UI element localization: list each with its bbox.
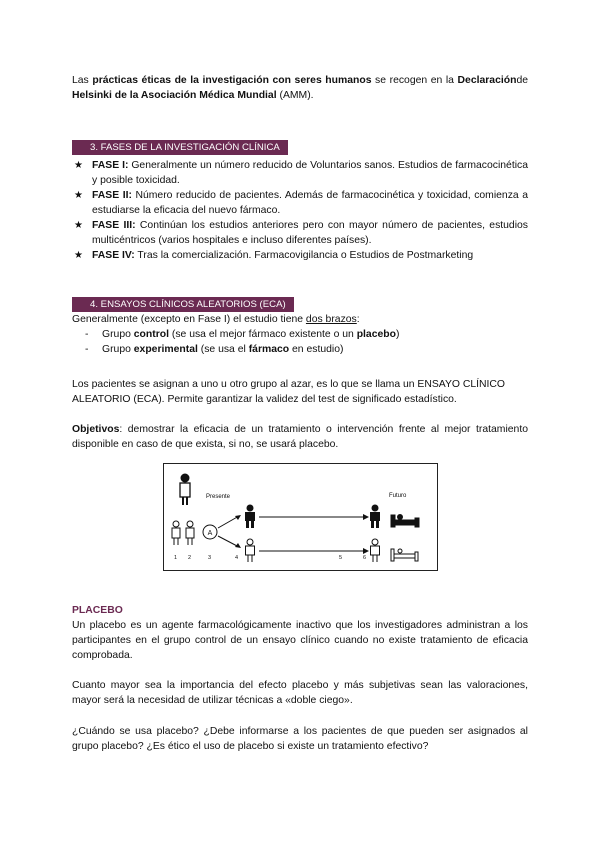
objectives-paragraph <box>72 422 528 452</box>
arms-list <box>82 327 528 357</box>
star-icon: ★ <box>74 250 83 261</box>
section-3-heading: 3. FASES DE LA INVESTIGACIÓN CLÍNICA <box>72 140 288 155</box>
future-label: Futuro <box>389 493 407 499</box>
phase-text: Tras la comercialización. Farmacovigilancia o Estudios de Postmarketing <box>134 250 474 261</box>
diagram-number: 5 <box>339 555 343 561</box>
dash-bullet: - <box>85 329 89 340</box>
dash-bullet: - <box>85 344 89 355</box>
arm-bold: placebo <box>356 329 396 340</box>
phase-item <box>72 218 528 248</box>
eca-intro <box>72 312 528 327</box>
section-3 <box>72 140 528 263</box>
placebo-paragraph-1: Un placebo es un agente farmacológicamente inactivo que los investigadores administran a los participantes en el grupo control de un ensayo clínico cuando no existe tratamiento de eficacia comprobada. <box>72 620 528 661</box>
placebo-paragraph-3: ¿Cuándo se usa placebo? ¿Debe informarse a los pacientes de que pueden ser asignados al grupo placebo? ¿Es ético el uso de placebo si existe un tratamiento efectivo? <box>72 726 528 752</box>
diagram-number: 1 <box>174 555 178 561</box>
phase-label: FASE I: <box>92 160 129 171</box>
diagram-number: 6 <box>363 555 367 561</box>
intro-text: (AMM). <box>276 90 314 101</box>
eca-intro-colon: : <box>356 314 360 325</box>
arm-text: Grupo <box>102 344 134 355</box>
star-icon: ★ <box>74 220 83 231</box>
intro-paragraph <box>72 73 528 103</box>
intro-bold-helsinki: Helsinki de la Asociación Médica Mundial <box>72 90 277 101</box>
intro-text: de <box>516 75 529 86</box>
arm-text: (se usa el mejor fármaco existente o un <box>168 329 357 340</box>
section-4-heading: 4. ENSAYOS CLÍNICOS ALEATORIOS (ECA) <box>72 297 294 312</box>
arm-bold: experimental <box>133 344 198 355</box>
phase-text: Generalmente un número reducido de Voluntarios sanos. Estudios de farmacocinética y posible toxicidad. <box>92 160 528 186</box>
intro-bold-declaracion: Declaración <box>457 75 517 86</box>
arm-text: Grupo <box>102 329 134 340</box>
diagram-number: 2 <box>188 555 192 561</box>
phase-item <box>72 188 528 218</box>
intro-bold-practicas: prácticas éticas de la investigación con seres humanos <box>92 75 372 86</box>
phase-list <box>72 158 528 263</box>
phase-item <box>72 248 528 263</box>
eca-paragraph: Los pacientes se asignan a uno u otro grupo al azar, es lo que se llama un ENSAYO CLÍNICO ALEATORIO (ECA). Permite garantizar la validez del test de significado estadístico. <box>72 379 505 405</box>
diagram-number: 3 <box>208 555 212 561</box>
eca-intro-text: Generalmente (excepto en Fase I) el estudio tiene <box>72 314 306 325</box>
arm-bold: fármaco <box>248 344 290 355</box>
arm-bold: control <box>133 329 169 340</box>
phase-text: Número reducido de pacientes. Además de farmacocinética y toxicidad, comienza a estudiarse la eficacia del nuevo fármaco. <box>92 190 528 216</box>
arm-text: ) <box>395 329 400 340</box>
intro-text: se recogen en la <box>371 75 458 86</box>
star-icon: ★ <box>74 160 83 171</box>
randomization-label: A <box>207 530 213 537</box>
arm-item-experimental <box>82 342 528 357</box>
phase-label: FASE III: <box>92 220 136 231</box>
present-label: Presente <box>206 494 231 500</box>
intro-text: Las <box>72 75 93 86</box>
objectives-label: Objetivos <box>72 424 120 435</box>
diagram-number: 4 <box>235 555 239 561</box>
placebo-heading: PLACEBO <box>72 605 123 616</box>
arm-item-control <box>82 327 528 342</box>
phase-text: Continúan los estudios anteriores pero con mayor número de pacientes, estudios multicéntricos (varios hospitales e incluso diferentes países). <box>92 220 528 246</box>
arm-text: (se usa el <box>197 344 249 355</box>
star-icon: ★ <box>74 190 83 201</box>
eca-intro-underline: dos brazos <box>305 314 357 325</box>
phase-label: FASE IV: <box>92 250 135 261</box>
phase-item <box>72 158 528 188</box>
phase-label: FASE II: <box>92 190 132 201</box>
arm-text: en estudio) <box>289 344 344 355</box>
section-4 <box>72 297 528 357</box>
placebo-paragraph-2: Cuanto mayor sea la importancia del efecto placebo y más subjetivas sean las valoraciones, mayor será la necesidad de utilizar técnicas a «doble ciego». <box>72 680 528 706</box>
objectives-text: : demostrar la eficacia de un tratamiento o intervención frente al mejor tratamiento disponible en caso de que exista, si no, se usará placebo. <box>72 424 528 450</box>
eca-diagram <box>163 463 438 573</box>
